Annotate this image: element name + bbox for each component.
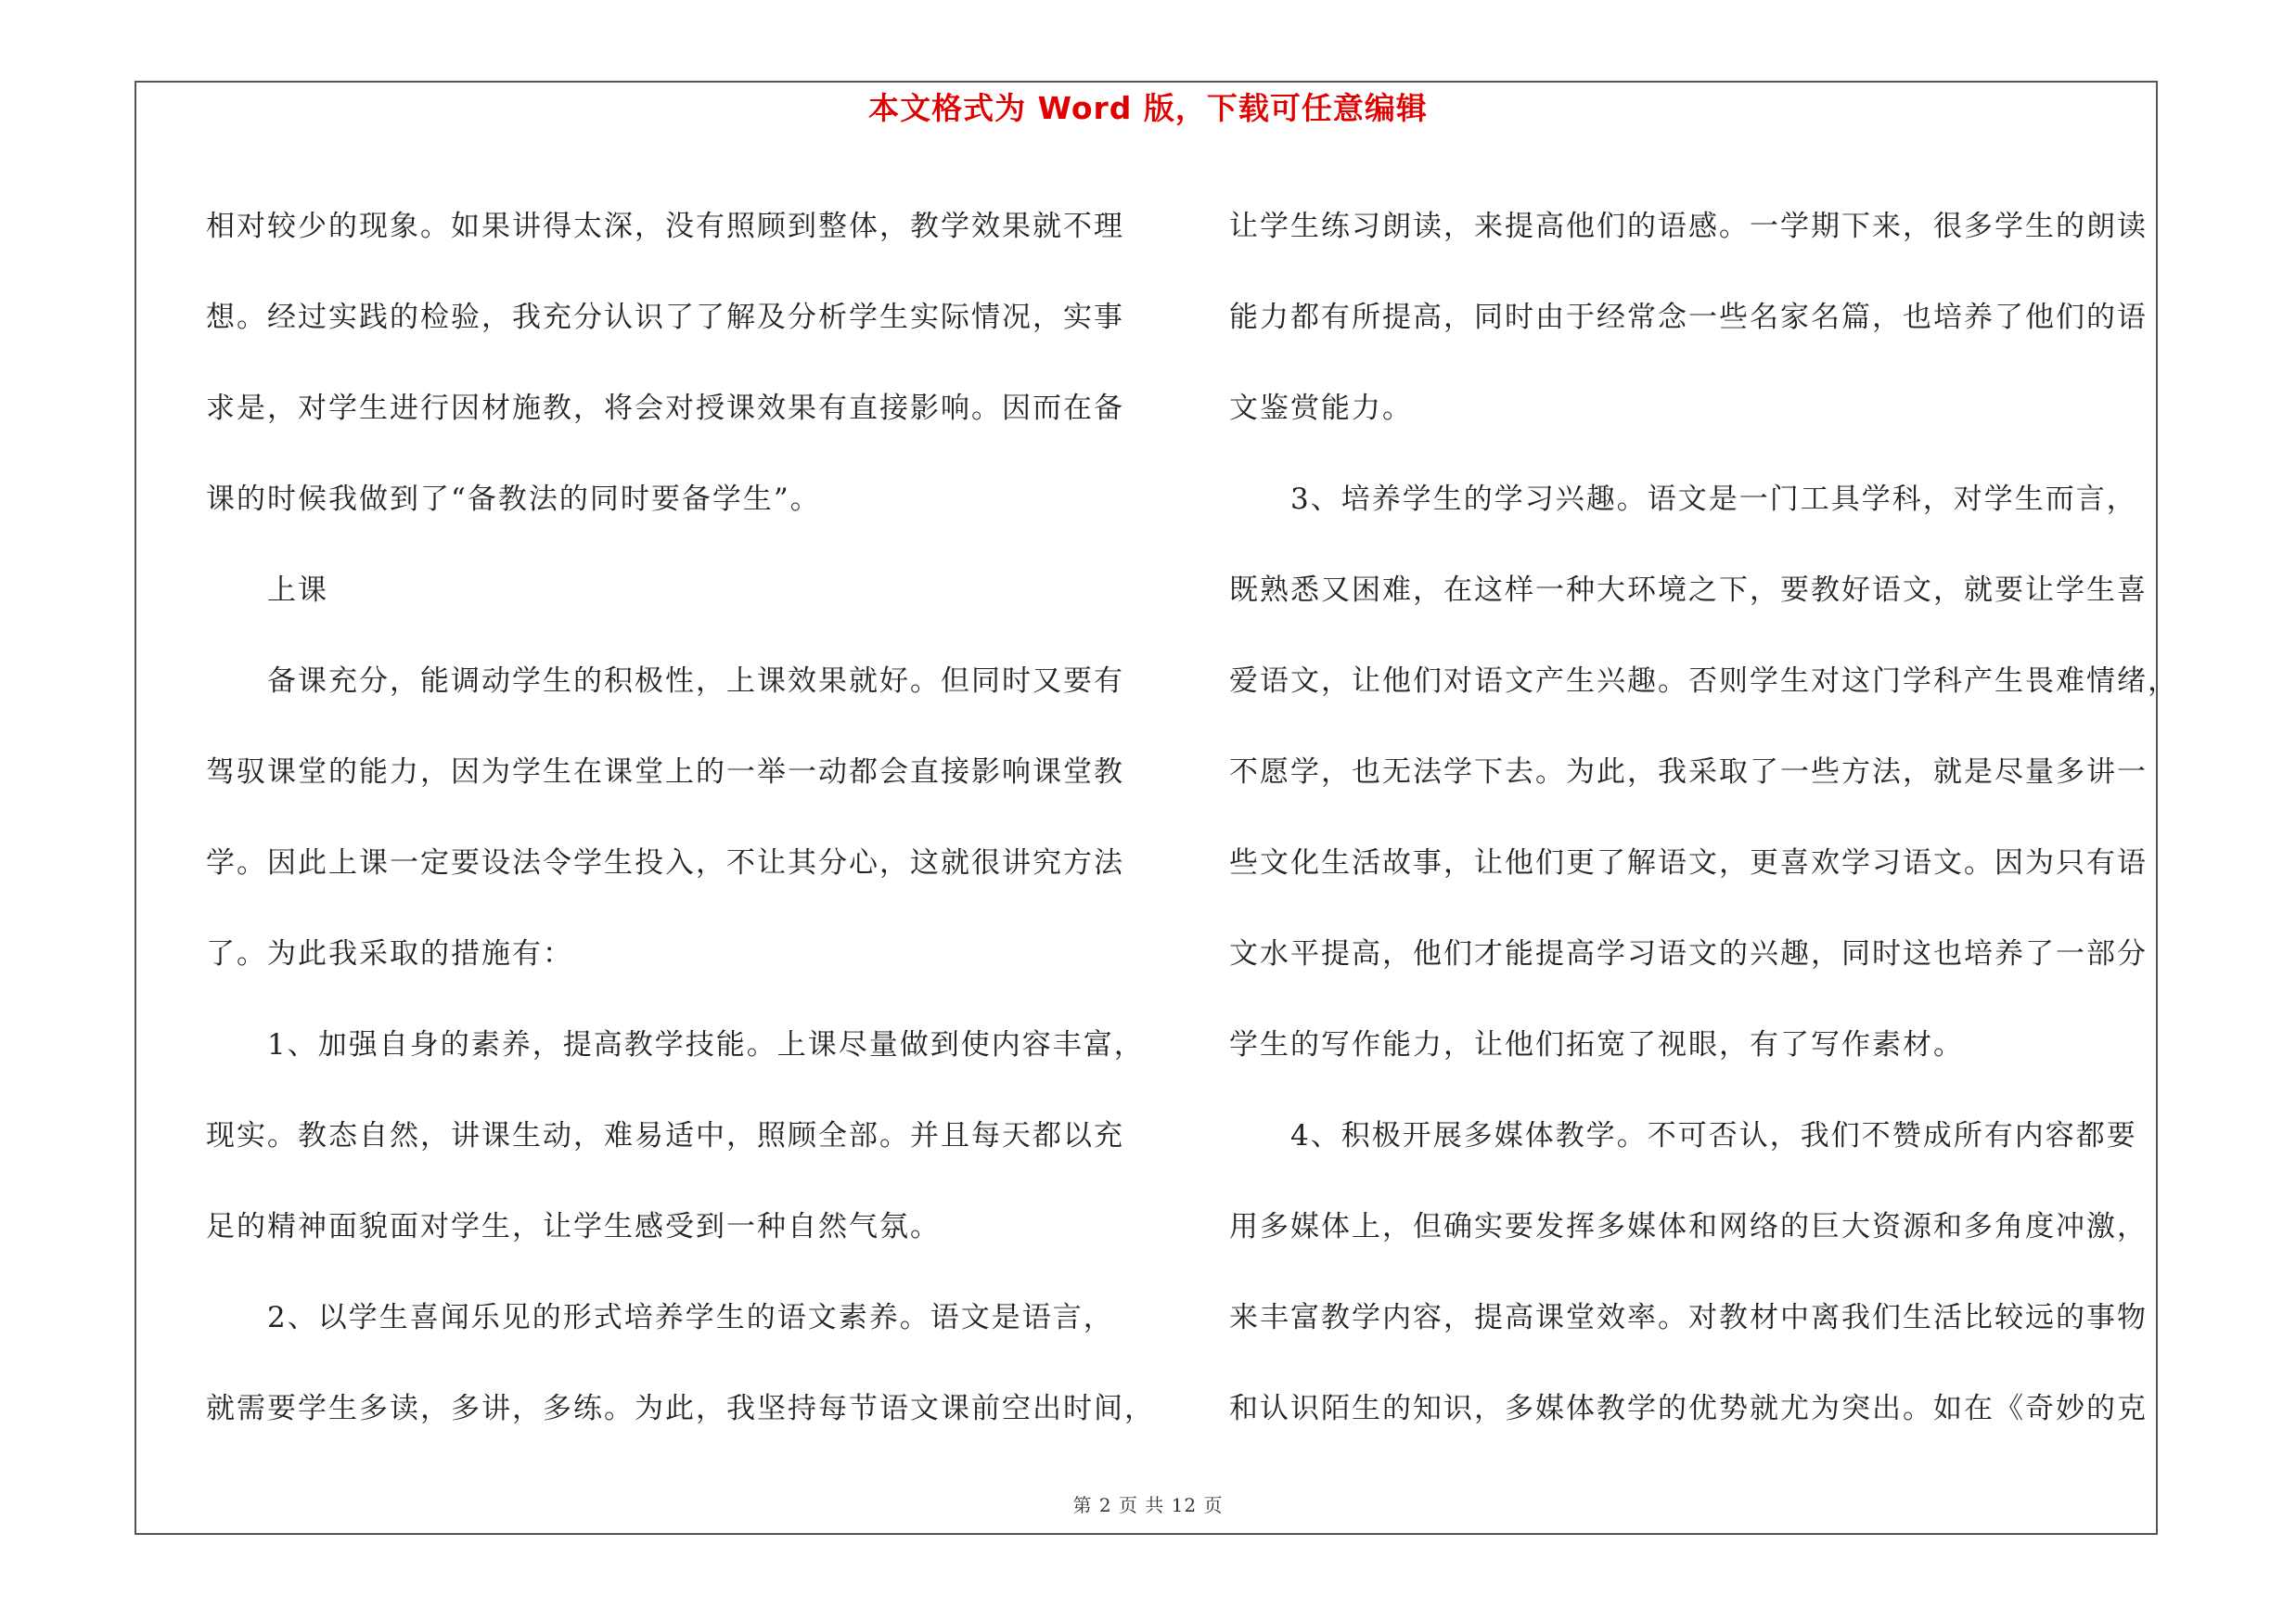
- text-line: 3、培养学生的学习兴趣。语文是一门工具学科，对学生而言，: [1229, 483, 2137, 516]
- text-line: 想。经过实践的检验，我充分认识了了解及分析学生实际情况，实事: [206, 301, 1124, 334]
- text-line: 能力都有所提高，同时由于经常念一些名家名篇，也培养了他们的语: [1229, 301, 2148, 334]
- text-line: 就需要学生多读，多讲，多练。为此，我坚持每节语文课前空出时间，: [206, 1392, 1155, 1425]
- text-line: 相对较少的现象。如果讲得太深，没有照顾到整体，教学效果就不理: [206, 210, 1124, 243]
- text-line: 些文化生活故事，让他们更了解语文，更喜欢学习语文。因为只有语: [1229, 846, 2148, 880]
- text-line: 了。为此我采取的措施有：: [206, 937, 573, 971]
- text-line: 和认识陌生的知识，多媒体教学的优势就尤为突出。如在《奇妙的克: [1229, 1392, 2148, 1425]
- left-column: [206, 181, 1161, 1454]
- text-line: 2、以学生喜闻乐见的形式培养学生的语文素养。语文是语言，: [206, 1301, 1114, 1334]
- text-line: 既熟悉又困难，在这样一种大环境之下，要教好语文，就要让学生喜: [1229, 573, 2148, 607]
- text-line: 学生的写作能力，让他们拓宽了视眼，有了写作素材。: [1229, 1028, 1964, 1062]
- text-line: 学。因此上课一定要设法令学生投入，不让其分心，这就很讲究方法: [206, 846, 1124, 880]
- text-line: 来丰富教学内容，提高课堂效率。对教材中离我们生活比较远的事物: [1229, 1301, 2148, 1334]
- text-line: 1、加强自身的素养，提高教学技能。上课尽量做到使内容丰富，: [206, 1028, 1145, 1062]
- text-line: 文水平提高，他们才能提高学习语文的兴趣，同时这也培养了一部分: [1229, 937, 2148, 971]
- text-line: 爱语文，让他们对语文产生兴趣。否则学生对这门学科产生畏难情绪，: [1229, 664, 2178, 698]
- text-line: 驾驭课堂的能力，因为学生在课堂上的一举一动都会直接影响课堂教: [206, 755, 1124, 789]
- text-line: 文鉴赏能力。: [1229, 392, 1413, 425]
- text-line: 用多媒体上，但确实要发挥多媒体和网络的巨大资源和多角度冲激，: [1229, 1210, 2148, 1243]
- text-line: 4、积极开展多媒体教学。不可否认，我们不赞成所有内容都要: [1229, 1119, 2137, 1153]
- right-column: [1229, 181, 2178, 1454]
- text-line: 备课充分，能调动学生的积极性，上课效果就好。但同时又要有: [206, 664, 1124, 698]
- text-line: 不愿学，也无法学下去。为此，我采取了一些方法，就是尽量多讲一: [1229, 755, 2148, 789]
- text-line: 求是，对学生进行因材施教，将会对授课效果有直接影响。因而在备: [206, 392, 1124, 425]
- page-number: 第 2 页 共 12 页: [1072, 1494, 1224, 1516]
- text-line: 足的精神面貌面对学生，让学生感受到一种自然气氛。: [206, 1210, 941, 1243]
- text-line: 让学生练习朗读，来提高他们的语感。一学期下来，很多学生的朗读: [1229, 210, 2148, 243]
- text-line: 课的时候我做到了“备教法的同时要备学生”。: [206, 483, 821, 516]
- section-heading: 上课: [206, 573, 328, 607]
- header-banner: 本文格式为 Word 版，下载可任意编辑: [868, 90, 1428, 126]
- text-line: 现实。教态自然，讲课生动，难易适中，照顾全部。并且每天都以充: [206, 1119, 1124, 1153]
